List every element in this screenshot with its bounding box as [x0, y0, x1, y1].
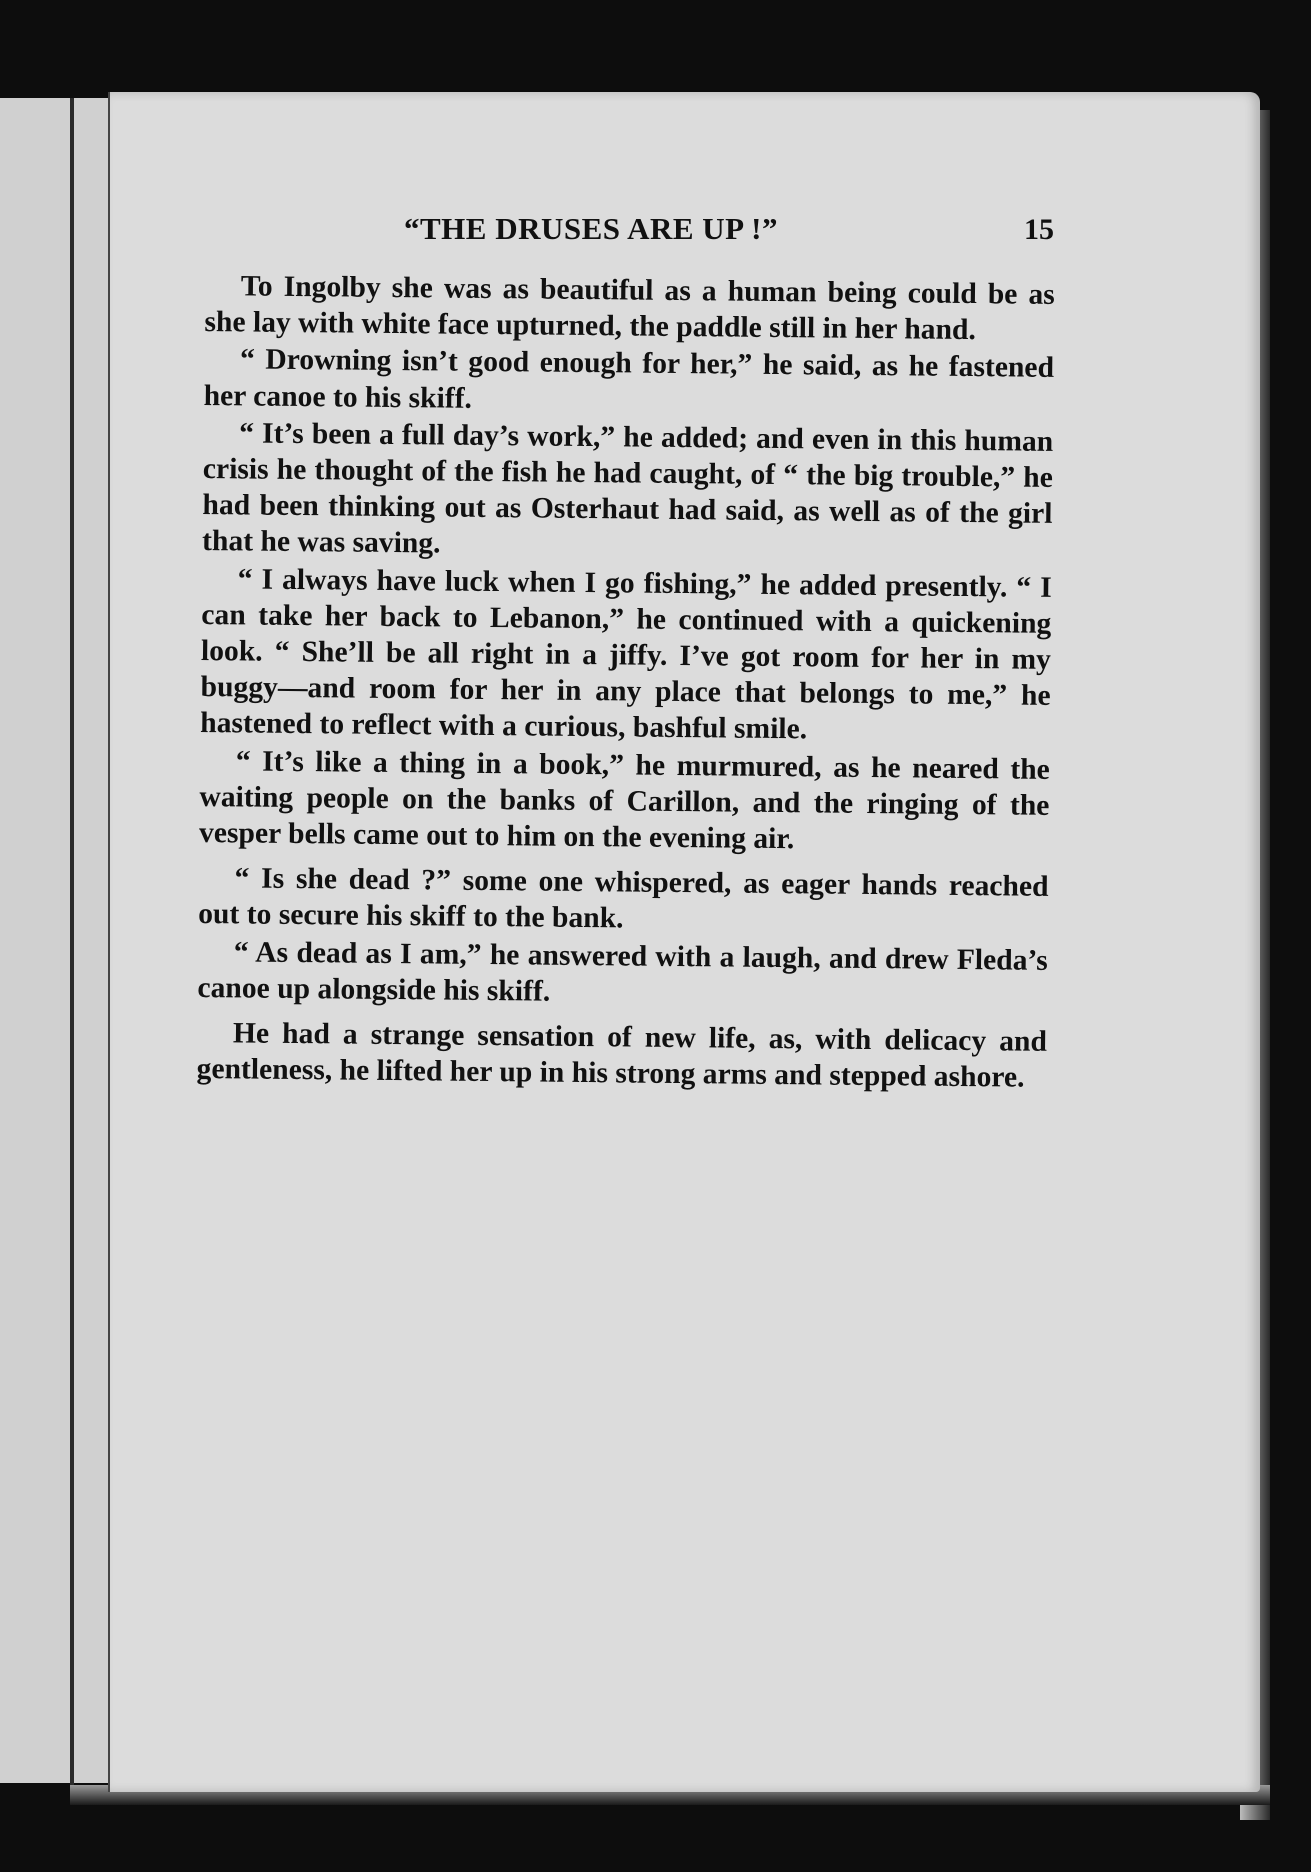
paragraph: “ I always have luck when I go fishing,” he added presently. “ I can take her back to Lebanon,” he continued with a quickening look. “ She’ll be all right in a jiffy. I’ve got room for her in my buggy—and room for her in any place that belongs to me,” he hastened to reflect with a curious, bashful smile. [200, 562, 1052, 746]
paragraph: “ Is she dead ?” some one whispered, as eager hands reached out to secure his skiff to the bank. [198, 862, 1049, 935]
paragraph: “ It’s been a full day’s work,” he added; and even in this human crisis he thought of the fish he had caught, of “ the big trouble,” he had been thinking out as Osterhaut had said, as well as of the girl that he was saving. [201, 417, 1054, 560]
paragraph: He had a strange sensation of new life, as, with delicacy and gentleness, he lifted her up in his strong arms and stepped ashore. [196, 1017, 1048, 1094]
paragraph: “ As dead as I am,” he answered with a laugh, and drew Fleda’s canoe up alongside his skiff. [197, 935, 1048, 1008]
page-number: 15 [1024, 213, 1054, 246]
body-text [196, 268, 1055, 1096]
paragraph: “ It’s like a thing in a book,” he murmured, as he neared the waiting people on the banks of Carillon, and the ringing of the vesper bells came out to him on the evening air. [198, 744, 1050, 856]
book-gutter [70, 98, 74, 1798]
running-title: “THE DRUSES ARE UP !” [404, 211, 778, 246]
paragraph: “ Drowning isn’t good enough for her,” he said, as he fastened her canoe to his skiff. [203, 343, 1055, 415]
paragraph: To Ingolby she was as beautiful as a human being could be as she lay with white face upturned, the paddle still in her hand. [204, 270, 1055, 347]
facing-page-edge [0, 98, 115, 1783]
page-header [404, 211, 1064, 251]
